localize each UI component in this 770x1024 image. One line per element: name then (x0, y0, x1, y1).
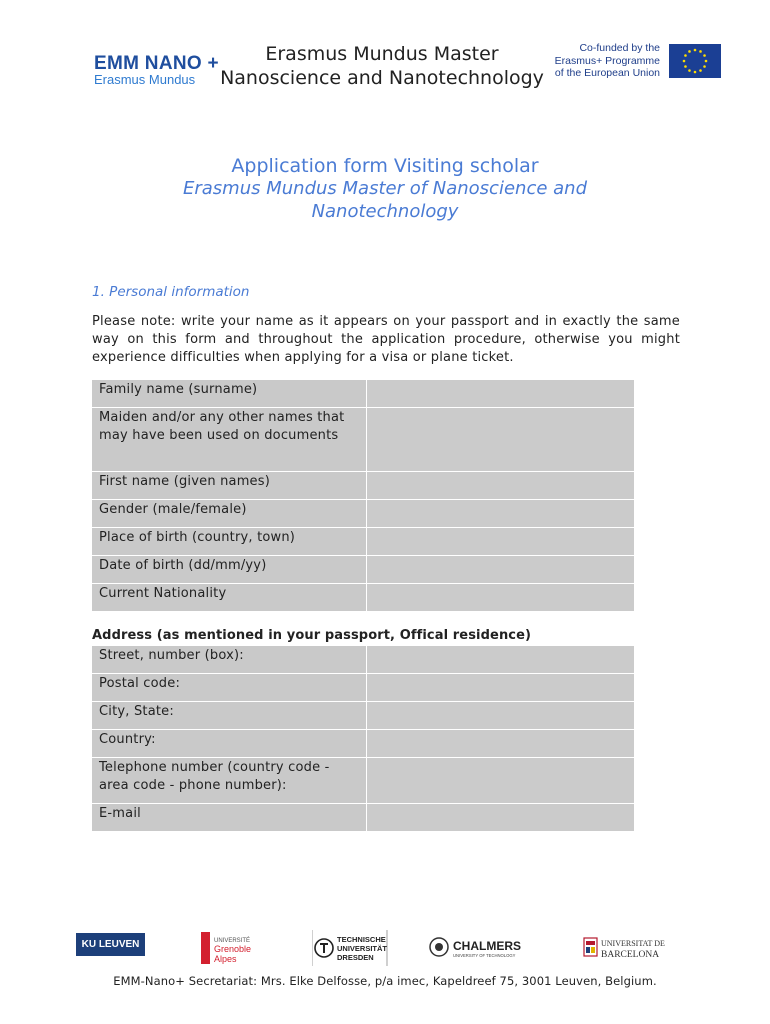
header-title-line1: Erasmus Mundus Master (265, 43, 499, 65)
field-label-maiden-name: Maiden and/or any other names that may have been used on documents (92, 408, 367, 472)
emm-nano-logo: EMM NANO + (94, 53, 219, 74)
eu-text-line1: Co-funded by the (579, 42, 660, 54)
field-label-telephone: Telephone number (country code - area code - phone number): (92, 758, 367, 804)
eu-star-icon (684, 65, 687, 68)
chalmers-logo (428, 935, 534, 959)
ku-leuven-logo: KU LEUVEN (76, 933, 145, 956)
tud-logo-line2: UNIVERSITÄT (337, 944, 388, 953)
tu-dresden-logo (312, 928, 388, 968)
tud-logo-line1: TECHNISCHE (337, 935, 386, 944)
table-row (92, 472, 635, 500)
eu-star-icon (705, 60, 708, 63)
ub-logo-line2: BARCELONA (601, 950, 660, 960)
eu-star-icon (684, 54, 687, 57)
eu-star-icon (699, 69, 702, 72)
table-row (92, 702, 635, 730)
uga-logo-line3: Alpes (214, 954, 237, 964)
eu-star-icon (703, 54, 706, 57)
eu-star-icon (688, 50, 691, 53)
address-table (91, 645, 635, 832)
field-label-place-of-birth: Place of birth (country, town) (92, 528, 367, 556)
table-row (92, 674, 635, 702)
ub-logo-line1: UNIVERSITAT DE (601, 939, 665, 948)
postal-code-input[interactable] (367, 674, 635, 702)
tud-logo-line3: DRESDEN (337, 953, 374, 962)
table-row (92, 804, 635, 832)
form-subtitle: Erasmus Mundus Master of Nanoscience and Nanotechnology (183, 178, 587, 222)
field-label-first-name: First name (given names) (92, 472, 367, 500)
table-row (92, 758, 635, 804)
chalmers-logo-text: CHALMERS (453, 939, 521, 953)
field-label-gender: Gender (male/female) (92, 500, 367, 528)
form-title: Application form Visiting scholar (231, 155, 539, 177)
eu-star-icon (703, 65, 706, 68)
uga-logo-line1: UNIVERSITÉ (214, 938, 251, 944)
nationality-input[interactable] (367, 584, 635, 612)
table-row (92, 500, 635, 528)
eu-star-icon (694, 49, 697, 52)
street-input[interactable] (367, 646, 635, 674)
personal-information-table (91, 379, 635, 612)
emm-nano-logo-sub: Erasmus Mundus (94, 72, 196, 87)
eu-star-icon (683, 60, 686, 63)
field-label-country: Country: (92, 730, 367, 758)
address-heading: Address (as mentioned in your passport, Offical residence) (92, 628, 532, 643)
field-label-date-of-birth: Date of birth (dd/mm/yy) (92, 556, 367, 584)
table-row (92, 646, 635, 674)
family-name-input[interactable] (367, 380, 635, 408)
maiden-name-input[interactable] (367, 408, 635, 472)
passport-name-note: Please note: write your name as it appears on your passport and in exactly the same way on this form and throughout the application procedure, otherwise you might experience difficulties when applying for a visa or plane ticket. (92, 314, 680, 365)
table-row (92, 528, 635, 556)
eu-text-line3: of the European Union (554, 67, 660, 79)
field-label-email: E-mail (92, 804, 367, 832)
header-title-line2: Nanoscience and Nanotechnology (220, 67, 544, 89)
universite-grenoble-alpes-logo (201, 932, 257, 964)
eu-star-icon (694, 71, 697, 74)
field-label-city-state: City, State: (92, 702, 367, 730)
eu-text-line2: Erasmus+ Programme (554, 54, 660, 67)
eu-star-icon (699, 50, 702, 53)
city-state-input[interactable] (367, 702, 635, 730)
table-row (92, 556, 635, 584)
email-input[interactable] (367, 804, 635, 832)
table-row (92, 730, 635, 758)
table-row (92, 380, 635, 408)
section-heading-personal-information: 1. Personal information (92, 284, 250, 300)
country-input[interactable] (367, 730, 635, 758)
place-of-birth-input[interactable] (367, 528, 635, 556)
chalmers-logo-sub: UNIVERSITY OF TECHNOLOGY (453, 953, 516, 958)
eu-cofunded-text (548, 42, 660, 80)
footer-secretariat-address: EMM-Nano+ Secretariat: Mrs. Elke Delfosse, p/a imec, Kapeldreef 75, 3001 Leuven, Belgium. (113, 974, 657, 988)
table-row (92, 584, 635, 612)
eu-flag-icon (669, 44, 721, 78)
table-row (92, 408, 635, 472)
date-of-birth-input[interactable] (367, 556, 635, 584)
field-label-postal-code: Postal code: (92, 674, 367, 702)
field-label-street: Street, number (box): (92, 646, 367, 674)
telephone-input[interactable] (367, 758, 635, 804)
universitat-de-barcelona-logo (583, 935, 675, 961)
uga-logo-line2: Grenoble (214, 944, 252, 954)
gender-input[interactable] (367, 500, 635, 528)
first-name-input[interactable] (367, 472, 635, 500)
eu-star-icon (688, 69, 691, 72)
header-title (207, 42, 557, 90)
field-label-nationality: Current Nationality (92, 584, 367, 612)
field-label-family-name: Family name (surname) (92, 380, 367, 408)
